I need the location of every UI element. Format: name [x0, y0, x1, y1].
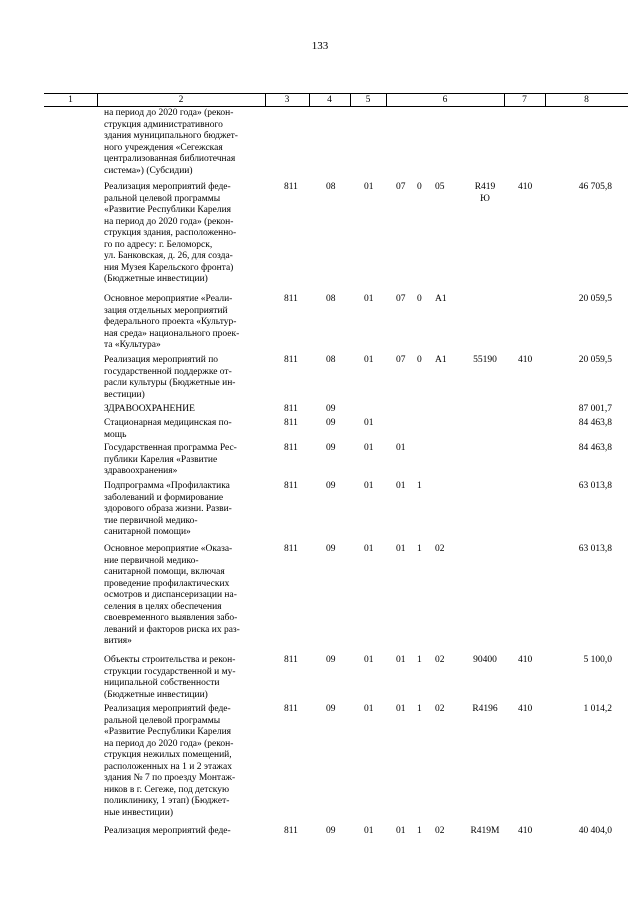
- header-col-5: 5: [365, 95, 371, 105]
- row-col-3: 811: [284, 826, 298, 836]
- row-col-6d: 90400: [473, 655, 497, 665]
- row-col-3: 811: [284, 481, 298, 491]
- row-col-6b: 1: [417, 826, 422, 836]
- row-col-6c: А1: [435, 355, 447, 365]
- row-col-6b: 0: [417, 355, 422, 365]
- row-col-5: 01: [364, 481, 374, 491]
- row-col-6c: 02: [435, 655, 445, 665]
- row-col-3: 811: [284, 294, 298, 304]
- row-col-6b: 0: [417, 182, 422, 192]
- row-col-7: 410: [518, 704, 533, 714]
- row-col-6a: 01: [396, 826, 406, 836]
- row-col-4: 08: [326, 182, 336, 192]
- header-col-4: 4: [327, 95, 332, 105]
- row-col-6a: 07: [396, 355, 406, 365]
- row-col-6a: 07: [396, 294, 406, 304]
- row-col-4: 09: [326, 826, 336, 836]
- row-col-4: 09: [326, 544, 336, 554]
- row-name: ЗДРАВООХРАНЕНИЕ: [104, 404, 195, 414]
- row-col-4: 09: [326, 404, 336, 414]
- table-header: [44, 93, 628, 107]
- header-col-2: 2: [178, 95, 184, 105]
- row-name: Стационарная медицинская по- мощь: [104, 418, 232, 440]
- row-col-6c: А1: [435, 294, 447, 304]
- row-col-6d: R419 Ю: [474, 182, 496, 204]
- page-number: 133: [311, 40, 329, 52]
- row-col-7: 410: [518, 355, 533, 365]
- row-col-8: 40 404,0: [578, 826, 612, 836]
- row-col-6c: 02: [435, 704, 445, 714]
- row-col-4: 08: [326, 355, 336, 365]
- row-col-3: 811: [284, 544, 298, 554]
- row-col-8: 63 013,8: [578, 481, 612, 491]
- row-col-5: 01: [364, 655, 374, 665]
- row-col-8: 20 059,5: [578, 294, 612, 304]
- row-name: Объекты строительства и рекон- струкции государственной и му- ниципальной собственности (Бюджетные инвестиции): [104, 655, 236, 700]
- row-col-6d: R419М: [470, 826, 500, 836]
- header-col-1: 1: [68, 95, 73, 105]
- row-col-6c: 02: [435, 826, 445, 836]
- row-col-3: 811: [284, 655, 298, 665]
- row-name: Реализация мероприятий феде- ральной целевой программы «Развитие Республики Карелия на период до 2020 года» (рекон- струкция нежилых помещений, расположенных на 1 и 2 этажах здания № 7 по проезду Монтаж- ников в г. Сегеже, под детскую поликлинику, 1 этап) (Бюджет- ные инвестиции): [104, 704, 236, 818]
- row-col-8: 20 059,5: [578, 355, 612, 365]
- row-col-8: 87 001,7: [578, 404, 612, 414]
- row-col-3: 811: [284, 404, 298, 414]
- row-col-3: 811: [284, 355, 298, 365]
- row-name: Реализация мероприятий феде- ральной целевой программы «Развитие Республики Карелия на период до 2020 года» (рекон- струкция здания, расположенно- го по адресу: г. Беломорск, ул. Банковская, д. 26, для созда- ния Музея Карельского фронта) (Бюджетные инвестиции): [104, 182, 237, 284]
- row-col-4: 09: [326, 418, 336, 428]
- row-col-7: 410: [518, 182, 533, 192]
- row-col-8: 84 463,8: [578, 418, 612, 428]
- row-col-8: 84 463,8: [578, 443, 612, 453]
- row-col-5: 01: [364, 443, 374, 453]
- row-col-8: 46 705,8: [578, 182, 612, 192]
- row-col-6c: 05: [435, 182, 445, 192]
- row-col-6c: 02: [435, 544, 445, 554]
- row-col-6a: 01: [396, 481, 406, 491]
- row-col-6d: R4196: [472, 704, 498, 714]
- row-col-5: 01: [364, 826, 374, 836]
- row-col-6d: 55190: [473, 355, 497, 365]
- row-col-7: 410: [518, 826, 533, 836]
- row-col-6a: 01: [396, 655, 406, 665]
- row-col-6b: 1: [417, 544, 422, 554]
- row-col-6b: 1: [417, 481, 422, 491]
- row-col-3: 811: [284, 182, 298, 192]
- row-col-5: 01: [364, 182, 374, 192]
- header-col-8: 8: [584, 95, 589, 105]
- row-name: на период до 2020 года» (рекон- струкция административного здания муниципального бюджет- ного учреждения «Сегежская централизованная библиотечная система») (Субсидии): [104, 108, 238, 176]
- row-name: Основное мероприятие «Оказа- ние первичной медико- санитарной помощи, включая проведение профилактических осмотров и диспансеризации на- селения в целях обеспечения своевременного выявления забо- леваний и факторов риска их раз- вития»: [104, 544, 240, 646]
- row-col-4: 09: [326, 655, 336, 665]
- row-col-3: 811: [284, 443, 298, 453]
- row-col-7: 410: [518, 655, 533, 665]
- row-col-6a: 01: [396, 704, 406, 714]
- row-col-3: 811: [284, 704, 298, 714]
- row-col-4: 08: [326, 294, 336, 304]
- row-col-4: 09: [326, 704, 336, 714]
- row-col-8: 1 014,2: [583, 704, 612, 714]
- row-name: Подпрограмма «Профилактика заболеваний и формирование здорового образа жизни. Разви- тие первичной медико- санитарной помощи»: [104, 481, 232, 537]
- row-col-6b: 1: [417, 704, 422, 714]
- row-col-5: 01: [364, 544, 374, 554]
- row-col-6b: 1: [417, 655, 422, 665]
- row-col-3: 811: [284, 418, 298, 428]
- row-col-5: 01: [364, 355, 374, 365]
- header-col-3: 3: [284, 95, 290, 105]
- row-name: Реализация мероприятий феде-: [104, 826, 231, 836]
- row-col-6a: 01: [396, 544, 406, 554]
- row-col-5: 01: [364, 418, 374, 428]
- row-col-6a: 01: [396, 443, 406, 453]
- row-col-6a: 07: [396, 182, 406, 192]
- row-col-8: 63 013,8: [578, 544, 612, 554]
- row-col-6b: 0: [417, 294, 422, 304]
- header-col-6: 6: [442, 95, 448, 105]
- row-col-8: 5 100,0: [583, 655, 612, 665]
- header-col-7: 7: [522, 95, 527, 105]
- row-name: Основное мероприятие «Реали- зация отдельных мероприятий федерального проекта «Культур- ная среда» национального проек- та «Культура»: [104, 294, 240, 350]
- row-col-4: 09: [326, 481, 336, 491]
- row-col-4: 09: [326, 443, 336, 453]
- row-name: Реализация мероприятий по государственной поддержке от- расли культуры (Бюджетные ин- вестиции): [104, 355, 236, 400]
- row-col-5: 01: [364, 294, 374, 304]
- row-col-5: 01: [364, 704, 374, 714]
- row-name: Государственная программа Рес- публики Карелия «Развитие здравоохранения»: [104, 443, 237, 476]
